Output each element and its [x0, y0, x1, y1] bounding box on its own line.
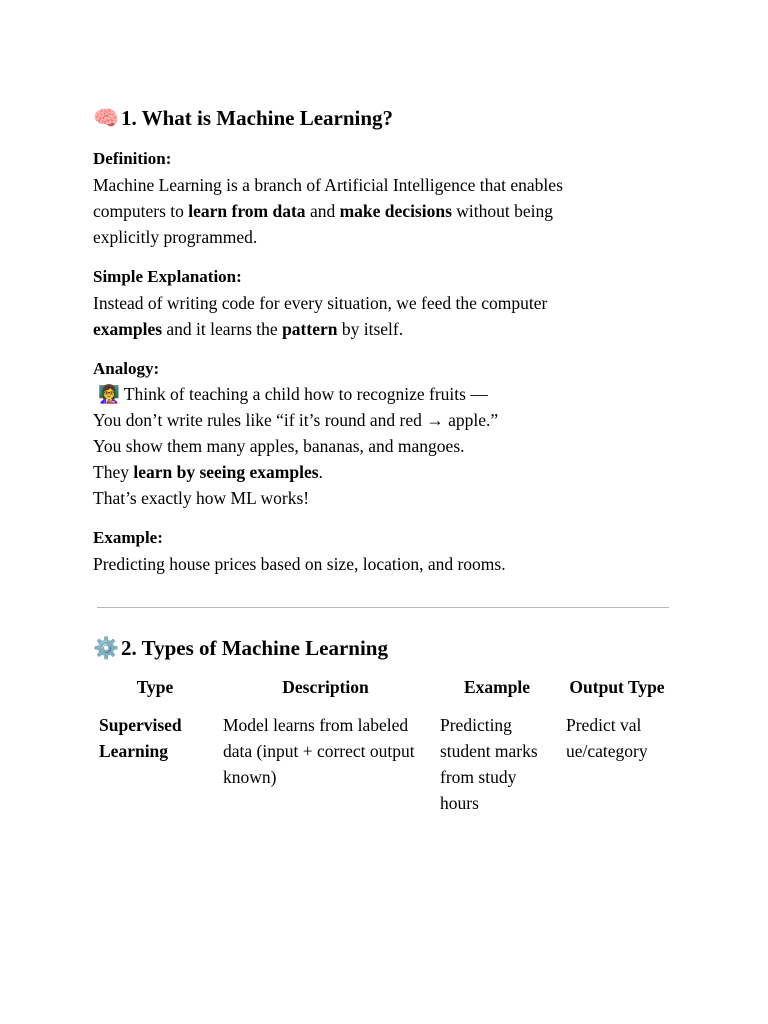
- example-text: Predicting house prices based on size, location, and rooms.: [93, 554, 506, 574]
- simple-explanation-label: Simple Explanation:: [93, 267, 242, 286]
- cell-output-type: Predict val ue/category: [566, 715, 648, 761]
- ml-types-table: [93, 674, 674, 816]
- teacher-icon: 👩‍🏫: [98, 384, 120, 404]
- brain-icon: 🧠: [93, 106, 120, 130]
- analogy-text: 👩‍🏫 Think of teaching a child how to recognize fruits — You don’t write rules like “if it’s round and red → apple.” You show them many apples, bananas, and mangoes. They learn by seeing examples. That’s exactly how ML works!: [93, 384, 499, 508]
- column-header-output-type: Output Type: [569, 677, 665, 697]
- cell-type: Supervised Learning: [99, 715, 182, 761]
- section-heading-types-of-ml: [93, 635, 388, 661]
- definition-text: Machine Learning is a branch of Artificial Intelligence that enables computers to learn from data and make decisions without being explicitly programmed.: [93, 175, 563, 247]
- table-header-row: [93, 674, 674, 712]
- table-row: [93, 712, 674, 816]
- example-label: Example:: [93, 528, 163, 547]
- gear-icon: ⚙️: [93, 636, 120, 660]
- definition-label: Definition:: [93, 149, 172, 168]
- section-heading-what-is-ml: [93, 105, 393, 131]
- column-header-description: Description: [282, 677, 369, 697]
- cell-example: Predicting student marks from study hours: [440, 715, 538, 813]
- column-header-example: Example: [463, 677, 531, 697]
- section-title: 1. What is Machine Learning?: [121, 106, 394, 130]
- analogy-label: Analogy:: [93, 359, 160, 378]
- simple-explanation-text: Instead of writing code for every situation, we feed the computer examples and it learns the pattern by itself.: [93, 293, 548, 339]
- section-title: 2. Types of Machine Learning: [121, 636, 388, 660]
- column-header-type: Type: [136, 677, 174, 697]
- section-divider: [97, 607, 669, 608]
- cell-description: Model learns from labeled data (input + correct output known): [223, 715, 415, 787]
